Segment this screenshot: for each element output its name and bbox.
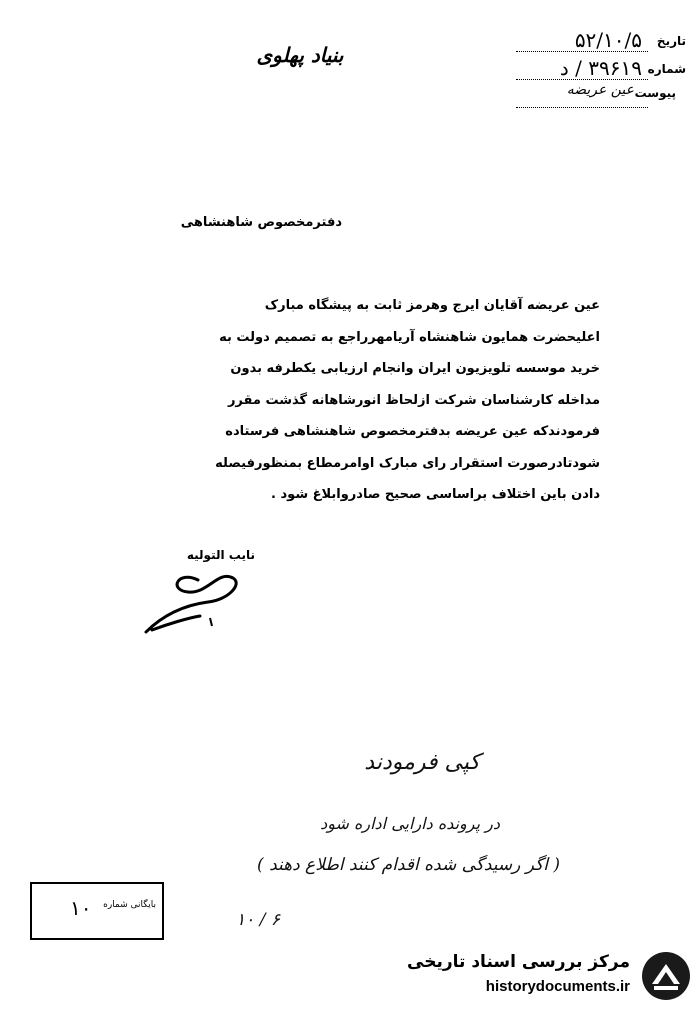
dotted-line <box>516 79 648 80</box>
handwritten-note: کپی فرمودند <box>364 750 480 775</box>
number-row <box>516 56 686 84</box>
attachment-row <box>516 84 686 112</box>
dotted-line <box>516 51 648 52</box>
number-value: ۳۹۶۱۹ / د <box>559 56 642 80</box>
attachment-label: پیوست <box>634 86 676 100</box>
stamp-number: ۱۰ <box>70 896 92 920</box>
handwritten-date: ۶ / ۱۰ <box>236 910 280 930</box>
body-line: عین عریضه آقایان ایرج وهرمز ثابت به پیشگاه مبارک <box>264 298 600 313</box>
attachment-value: عین عریضه <box>566 82 634 98</box>
letterhead-title: بنیاد پهلوی <box>256 43 344 67</box>
date-row <box>516 28 686 56</box>
body-line: اعلیحضرت همایون شاهنشاه آریامهرراجع به تصمیم دولت به <box>219 329 600 345</box>
stamp-label: بایگانی شماره <box>103 900 156 910</box>
archive-logo-icon <box>640 950 692 1002</box>
body-line: دادن باین اختلاف براساسی صحیح صادروابلاغ شود . <box>271 487 600 502</box>
handwritten-note: ( اگر رسیدگی شده اقدام کنند اطلاع دهند ) <box>257 855 560 875</box>
signature-title: نایب التولیه <box>186 548 255 562</box>
salutation: دفترمخصوص شاهنشاهی <box>180 215 342 230</box>
handwritten-note: در پرونده دارایی اداره شود <box>320 814 500 833</box>
body-line: شودتادرصورت استقرار رای مبارک اوامرمطاع بمنظورفیصله <box>215 455 600 471</box>
archive-stamp <box>30 882 164 940</box>
number-label: شماره <box>647 62 686 76</box>
body-line: فرمودندکه عین عریضه بدفترمخصوص شاهنشاهی فرستاده <box>225 424 600 439</box>
watermark-title: مرکز بررسی اسناد تاریخی <box>407 952 630 972</box>
body-line: خرید موسسه تلویزیون ایران وانجام ارزیابی یکطرفه بدون <box>230 361 600 376</box>
dotted-line <box>516 107 648 108</box>
letter-body <box>130 290 600 511</box>
letterhead-logo <box>255 34 345 76</box>
date-label: تاریخ <box>656 34 686 48</box>
signature-mark <box>138 560 258 640</box>
watermark <box>407 950 692 1002</box>
watermark-url[interactable]: historydocuments.ir <box>485 978 630 995</box>
reference-block <box>516 28 686 112</box>
body-line: مداخله کارشناسان شرکت ازلحاظ انورشاهانه گذشت مقرر <box>227 392 600 408</box>
date-value: ۵۲/۱۰/۵ <box>574 28 642 52</box>
